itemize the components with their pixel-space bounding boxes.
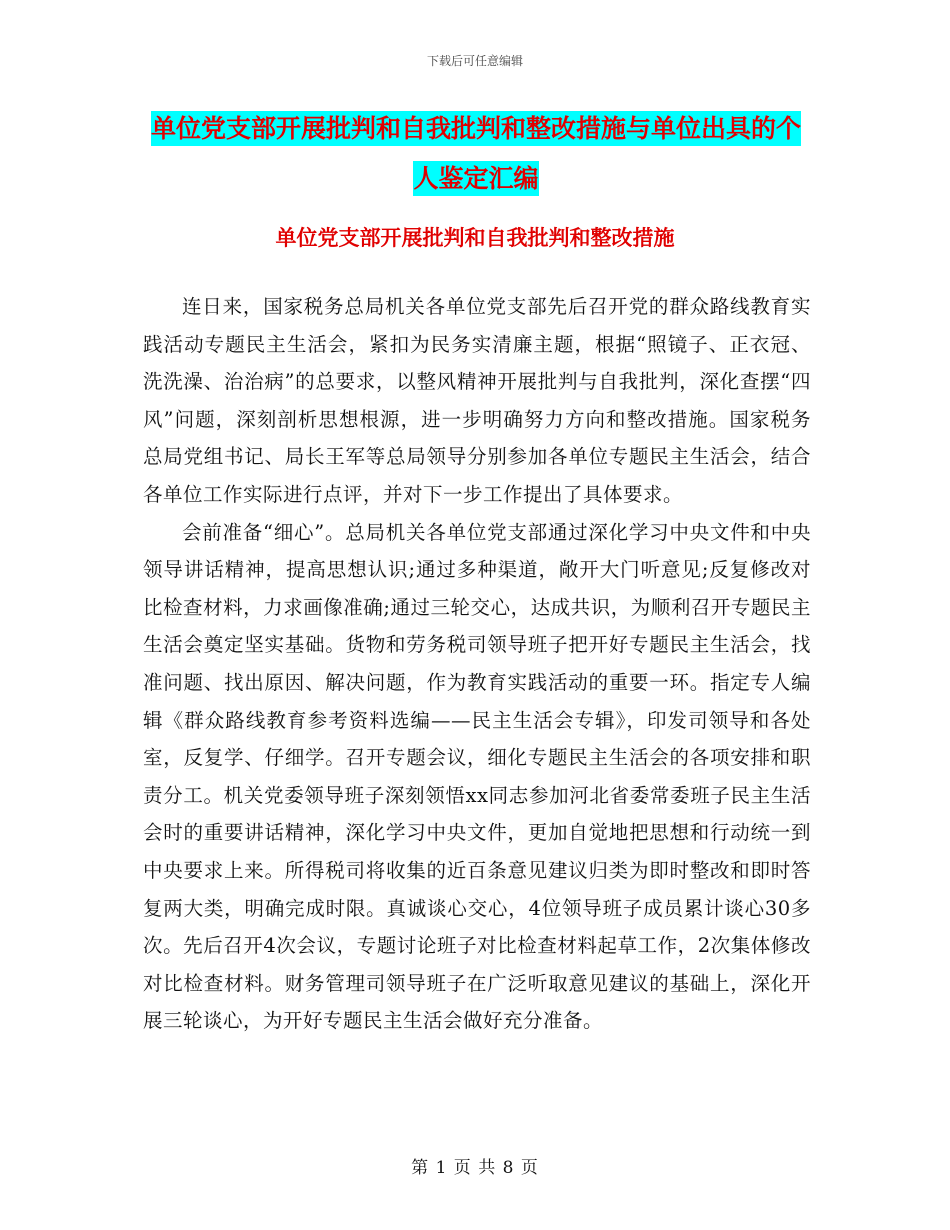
document-title <box>150 104 802 204</box>
paragraph-1: 连日来，国家税务总局机关各单位党支部先后召开党的群众路线教育实践活动专题民主生活会，紧扣为民务实清廉主题，根据“照镜子、正衣冠、洗洗澡、治治病”的总要求，以整风精神开展批判与自我批判，深化查摆“四风”问题，深刻剖析思想根源，进一步明确努力方向和整改措施。国家税务总局党组书记、局长王军等总局领导分别参加各单位专题民主生活会，结合各单位工作实际进行点评，并对下一步工作提出了具体要求。 <box>143 295 811 506</box>
paragraph-2: 会前准备“细心”。总局机关各单位党支部通过深化学习中央文件和中央领导讲话精神，提高思想认识;通过多种渠道，敞开大门听意见;反复修改对比检查材料，力求画像准确;通过三轮交心，达成共识，为顺利召开专题民主生活会奠定坚实基础。货物和劳务税司领导班子把开好专题民主生活会，找准问题、找出原因、解决问题，作为教育实践活动的重要一环。指定专人编辑《群众路线教育参考资料选编——民主生活会专辑》，印发司领导和各处室，反复学、仔细学。召开专题会议，细化专题民主生活会的各项安排和职责分工。机关党委领导班子深刻领悟xx同志参加河北省委常委班子民主生活会时的重要讲话精神，深化学习中央文件，更加自觉地把思想和行动统一到中央要求上来。所得税司将收集的近百条意见建议归类为即时整改和即时答复两大类，明确完成时限。真诚谈心交心，4位领导班子成员累计谈心30多次。先后召开4次会议，专题讨论班子对比检查材料起草工作，2次集体修改对比检查材料。财务管理司领导班子在广泛听取意见建议的基础上，深化开展三轮谈心，为开好专题民主生活会做好充分准备。 <box>143 520 811 1033</box>
document-title-text: 单位党支部开展批判和自我批判和整改措施与单位出具的个人鉴定汇编 <box>151 111 801 196</box>
page-footer: 第 1 页 共 8 页 <box>411 1158 539 1178</box>
body-text <box>143 288 811 1040</box>
header-note: 下载后可任意编辑 <box>426 54 523 68</box>
section-title: 单位党支部开展批判和自我批判和整改措施 <box>275 226 675 250</box>
